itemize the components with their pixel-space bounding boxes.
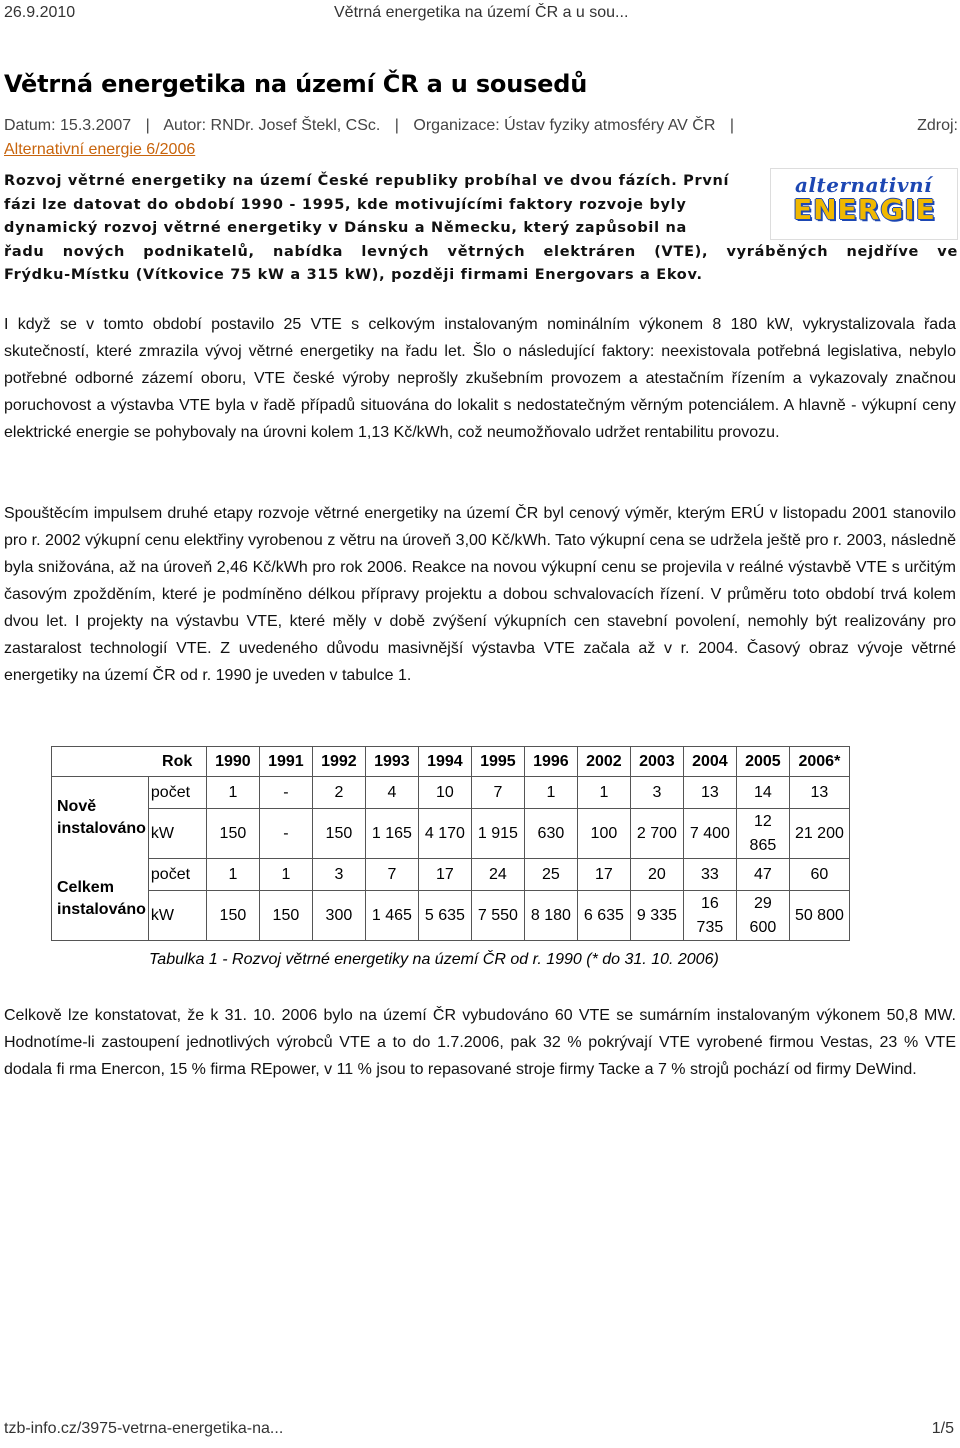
meta-separator: | <box>394 117 399 134</box>
table-row <box>52 891 850 941</box>
meta-author: Autor: RNDr. Josef Štekl, CSc. <box>163 117 381 134</box>
value-cell: 24 <box>471 859 524 891</box>
value-cell: - <box>259 777 312 809</box>
value-cell: 10 <box>418 777 471 809</box>
value-cell: 2 <box>312 777 365 809</box>
value-cell: 9 335 <box>630 891 683 941</box>
value-cell: 33 <box>683 859 736 891</box>
paragraph-1: I když se v tomto období postavilo 25 VTE s celkovým instalovaným nominálním výkonem 8 180 kW, vykrystalizovala řada skutečností, které zmrazila vývoj větrné energetiky na řadu let. Šlo o následující faktory: neexistovala potřebná legislativa, nebylo potřebné odborné zázemí oboru, VTE české výroby neprošly zkušebním provozem a atestačním řízením a vykazovaly značnou poruchovost a výstavba VTE byla v řadě případů situována do lokalit s nedostatečným věrným potenciálem. A hlavně - výkupní ceny elektrické energie se pohybovaly na úrovni kolem 1,13 Kč/kWh, což neumožňovalo udržet rentabilitu provozu. <box>4 316 956 441</box>
value-cell: - <box>259 809 312 859</box>
source-link[interactable]: Alternativní energie 6/2006 <box>4 141 196 158</box>
value-cell: 25 <box>524 859 577 891</box>
logo-line1: alternativní <box>795 173 933 197</box>
lead-line: Rozvoj větrné energetiky na území České republiky probíhal ve dvou fázích. První <box>4 173 730 189</box>
page-title: Větrná energetika na území ČR a u sousedů <box>4 70 588 98</box>
year-cell: 2002 <box>577 747 630 777</box>
meta-organization: Organizace: Ústav fyziky atmosféry AV ČR <box>413 117 716 134</box>
value-cell: 4 <box>365 777 418 809</box>
year-cell: 1990 <box>206 747 259 777</box>
value-cell: 630 <box>524 809 577 859</box>
value-cell: 5 635 <box>418 891 471 941</box>
print-footer <box>4 1420 954 1442</box>
article-lead <box>4 170 958 288</box>
logo-line2: ENERGIE <box>793 193 936 226</box>
meta-date: Datum: 15.3.2007 <box>4 117 132 134</box>
meta-source-label: Zdroj: <box>917 117 958 134</box>
value-cell: 17 <box>577 859 630 891</box>
lead-line: dynamický rozvoj větrné energetiky v Dánsku a Německu, který zapůsobil na <box>4 220 688 236</box>
value-cell: 47 <box>736 859 789 891</box>
paragraph-3: Celkově lze konstatovat, že k 31. 10. 2006 bylo na území ČR vybudováno 60 VTE se sumárním instalovaným výkonem 50,8 MW. Hodnotíme-li zastoupení jednotlivých výrobců VTE a to do 1.7.2006, pak 32 % pokrývají VTE vyrobené firmou Vestas, 23 % VTE dodala fi rma Enercon, 15 % firma REpower, v 11 % jsou to repasované stroje firmy Tacke a 7 % strojů pochází od firmy DeWind. <box>4 1007 956 1078</box>
value-cell: 2 700 <box>630 809 683 859</box>
value-cell: 4 170 <box>418 809 471 859</box>
value-cell: 1 <box>524 777 577 809</box>
value-cell: 17 <box>418 859 471 891</box>
value-cell: 1 915 <box>471 809 524 859</box>
unit-cell: počet <box>148 859 206 891</box>
print-header <box>4 4 956 26</box>
value-cell: 300 <box>312 891 365 941</box>
value-cell: 1 465 <box>365 891 418 941</box>
value-cell: 16 735 <box>683 891 736 941</box>
table-row <box>52 859 850 891</box>
year-cell: 1996 <box>524 747 577 777</box>
year-cell: 1993 <box>365 747 418 777</box>
value-cell: 7 400 <box>683 809 736 859</box>
value-cell: 21 200 <box>789 809 849 859</box>
year-cell: 2006* <box>789 747 849 777</box>
meta-separator: | <box>145 117 150 134</box>
value-cell: 6 635 <box>577 891 630 941</box>
article-meta <box>4 114 958 162</box>
table-row <box>52 809 850 859</box>
value-cell: 3 <box>312 859 365 891</box>
unit-cell: počet <box>148 777 206 809</box>
value-cell: 14 <box>736 777 789 809</box>
value-cell: 1 <box>206 859 259 891</box>
table-header-row <box>52 747 850 777</box>
value-cell: 20 <box>630 859 683 891</box>
value-cell: 7 <box>365 859 418 891</box>
table-row <box>52 777 850 809</box>
group-label: Celkem instalováno <box>52 859 149 941</box>
value-cell: 7 550 <box>471 891 524 941</box>
wind-energy-table <box>51 746 850 941</box>
lead-line: fázi lze datovat do období 1990 - 1995, kde motivujícími faktory rozvoje byly <box>4 196 687 213</box>
value-cell: 1 <box>577 777 630 809</box>
page-number: 1/5 <box>931 1420 954 1437</box>
value-cell: 8 180 <box>524 891 577 941</box>
print-title: Větrná energetika na území ČR a u sou... <box>334 4 629 21</box>
value-cell: 60 <box>789 859 849 891</box>
year-cell: 1991 <box>259 747 312 777</box>
value-cell: 1 <box>259 859 312 891</box>
value-cell: 150 <box>259 891 312 941</box>
value-cell: 150 <box>312 809 365 859</box>
print-url: tzb-info.cz/3975-vetrna-energetika-na... <box>4 1420 284 1437</box>
value-cell: 13 <box>789 777 849 809</box>
value-cell: 3 <box>630 777 683 809</box>
value-cell: 1 <box>206 777 259 809</box>
value-cell: 13 <box>683 777 736 809</box>
value-cell: 150 <box>206 891 259 941</box>
unit-cell: kW <box>148 891 206 941</box>
value-cell: 12 865 <box>736 809 789 859</box>
lead-line: Frýdku-Místku (Vítkovice 75 kW a 315 kW), později firmami Energovars a Ekov. <box>4 267 703 283</box>
year-cell: 2004 <box>683 747 736 777</box>
table-header-label: Rok <box>148 747 206 777</box>
table-caption: Tabulka 1 - Rozvoj větrné energetiky na území ČR od r. 1990 (* do 31. 10. 2006) <box>149 951 719 968</box>
year-cell: 1994 <box>418 747 471 777</box>
value-cell: 150 <box>206 809 259 859</box>
group-label: Nově instalováno <box>52 777 149 859</box>
value-cell: 29 600 <box>736 891 789 941</box>
value-cell: 100 <box>577 809 630 859</box>
year-cell: 2003 <box>630 747 683 777</box>
print-date: 26.9.2010 <box>4 4 76 21</box>
year-cell: 1995 <box>471 747 524 777</box>
value-cell: 7 <box>471 777 524 809</box>
value-cell: 50 800 <box>789 891 849 941</box>
lead-line: řadu nových podnikatelů, nabídka levných větrných elektráren (VTE), vyráběných nejdříve ve <box>4 243 958 260</box>
meta-separator: | <box>729 117 735 134</box>
unit-cell: kW <box>148 809 206 859</box>
year-cell: 1992 <box>312 747 365 777</box>
value-cell: 1 165 <box>365 809 418 859</box>
year-cell: 2005 <box>736 747 789 777</box>
table-header-blank <box>52 747 149 777</box>
paragraph-2: Spouštěcím impulsem druhé etapy rozvoje větrné energetiky na území ČR byl cenový výměr, kterým ERÚ v listopadu 2001 stanovilo pro r. 2002 výkupní cenu elektřiny vyrobenou z větru na úroveň 3,00 Kč/kWh. Tato výkupní cena se udržela ještě pro r. 2003, následně byla snižována, až na úroveň 2,46 Kč/kWh pro rok 2006. Reakce na novou výkupní cenu se projevila v reálné výstavbě VTE s určitým časovým zpožděním, které je podmíněno délkou přípravy projektu a dobou schvalovacích řízení. V průměru toto období trvá kolem dvou let. I projekty na výstavbu VTE, které měly v době zvýšení výkupních cen stavební povolení, nemohly být realizovány pro zastaralost technologií VTE. Z uvedeného důvodu masivnější výstavba VTE začala až v r. 2004. Časový obraz vývoje větrné energetiky na území ČR od r. 1990 je uveden v tabulce 1. <box>4 505 956 684</box>
